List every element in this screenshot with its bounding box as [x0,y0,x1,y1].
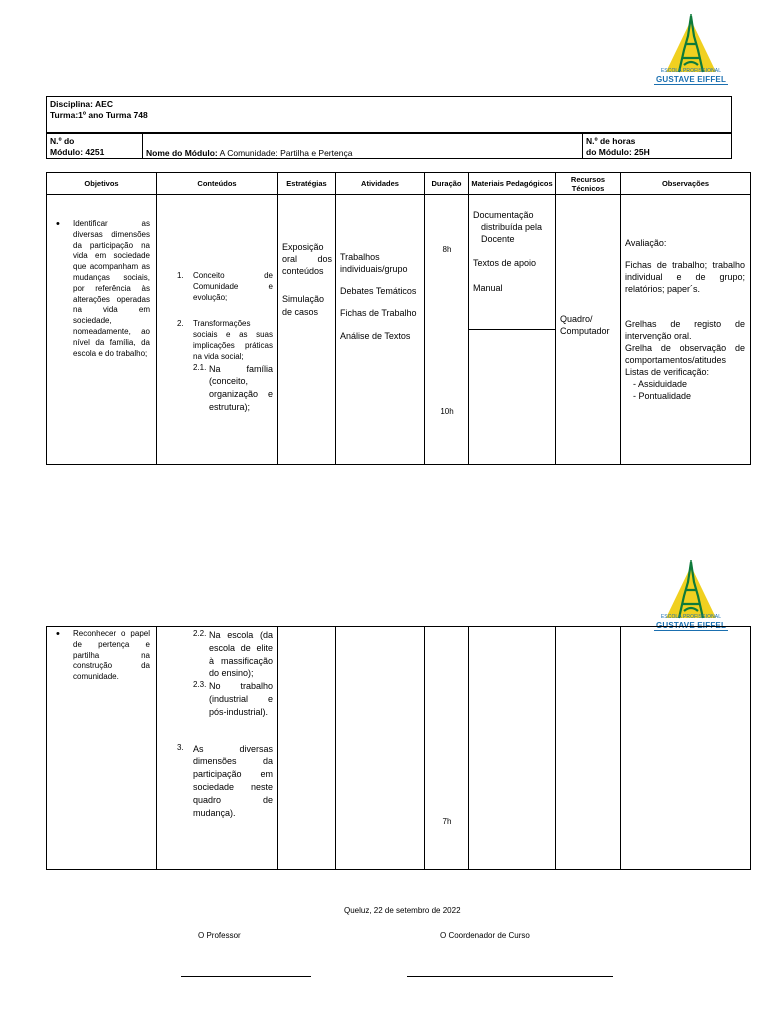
col-duracao: Duração [425,173,469,195]
school-logo [654,14,728,86]
table-row [47,627,751,870]
module-number [50,136,104,158]
module-divider-2 [582,134,583,158]
conteudo-item-1 [177,271,273,303]
atividade-item: Análise de Textos [340,330,411,341]
col-recursos: Recursos Técnicos [556,173,621,195]
conteudo-item-2 [177,319,273,362]
material-item: Textos de apoio [473,258,537,269]
conteudos-cell [157,627,278,870]
atividade-item: Trabalhos individuais/grupo [340,252,408,275]
conteudo-number: 2.1. [193,362,207,372]
duracao-value: 8h [442,245,452,254]
objetivo-cell [47,195,157,465]
conteudo-text: No trabalho (industrial e pós-industrial). [209,681,273,717]
duracao-cell [425,195,469,465]
planning-table [46,172,751,465]
atividade-item: Fichas de Trabalho [340,308,417,319]
conteudo-text: Na família (conceito, organização e estrutura); [209,363,273,412]
materiais-cell [469,627,556,870]
duracao-value: 7h [442,817,452,826]
recursos-cell [556,195,621,465]
duracao-cell [425,627,469,870]
obs-listas: Listas de verificação: [625,367,710,378]
objetivo-list [47,219,150,359]
conteudo-text: Transformações sociais e as suas implicações práticas na vida social; [193,319,273,361]
obs-grelhas: Grelhas de registo de intervenção oral. [625,318,745,341]
planning-table-continued [46,626,751,870]
col-conteudos: Conteúdos [157,173,278,195]
col-atividades: Atividades [336,173,425,195]
school-logo [654,560,728,632]
table-row [47,195,751,465]
coordenador-signature-line [407,976,613,977]
discipline-label: Disciplina: AEC [50,99,113,109]
obs-fichas: Fichas de trabalho; trabalho individual e de grupo; relatórios; paper´s. [625,260,745,295]
col-objetivos: Objetivos [47,173,157,195]
logo-small-text: ESCOLA PROFISSIONAL [660,614,722,620]
conteudo-item-3 [177,743,273,820]
material-item: Documentação distribuída pela Docente [473,210,543,245]
turma-label: Turma:1º ano Turma 748 [50,110,148,121]
module-info-row [46,133,732,159]
objetivo-cell [47,627,157,870]
module-hours-label: N.º de horas [586,136,636,146]
conteudo-subitem-2-2 [193,629,273,680]
objetivo-list [47,629,150,683]
recursos-text: Quadro/ Computador [560,314,610,337]
conteudos-cell [157,195,278,465]
conteudo-subitem-2-1 [177,363,273,414]
materiais-cell [469,195,556,465]
place-date: Queluz, 22 de setembro de 2022 [344,906,461,915]
coordenador-label: O Coordenador de Curso [440,931,530,940]
materiais-block [473,209,553,294]
header-discipline-box [46,96,732,133]
conteudo-number: 1. [177,271,184,280]
logo-small-text: ESCOLA PROFISSIONAL [660,68,722,74]
materiais-divider [469,329,555,330]
professor-label: O Professor [198,931,241,940]
table-header-row [47,173,751,195]
eiffel-tower-icon [654,14,728,74]
module-hours [586,136,650,158]
objetivo-item: • Identificar as diversas dimensões da participação na vida em sociedade que acompanham as mudanças sociais, por referência às alterações operadas na vida em sociedade, nomeadamente, ao nível da família, da escola e do trabalho; [47,219,150,359]
eiffel-tower-icon [654,560,728,620]
module-divider-1 [142,134,143,158]
obs-grelha-observacao: Grelha de observação de comportamentos/atitudes [625,342,745,365]
estrategias-cell [278,627,336,870]
col-materiais: Materiais Pedagógicos [469,173,556,195]
conteudo-number: 2. [177,319,184,329]
estrategia-item: Simulação de casos [282,294,325,317]
professor-signature-line [181,976,311,977]
logo-big-text: GUSTAVE EIFFEL [655,75,727,84]
observacoes-cell [621,195,751,465]
obs-item: - Pontualidade [633,391,692,402]
module-name-value: A Comunidade: Partilha e Pertença [217,148,353,158]
material-item: Manual [473,282,503,293]
estrategias-cell [278,195,336,465]
atividades-cell [336,195,425,465]
atividade-item: Debates Temáticos [340,286,417,297]
module-number-value: Módulo: 4251 [50,147,105,158]
obs-item: - Assiduidade [633,379,688,390]
objetivo-item: • Reconhecer o papel de pertença e partilha na construção da comunidade. [47,629,150,683]
conteudo-text: Na escola (da escola de elite à massificação do ensino); [209,630,273,679]
module-hours-value: do Módulo: 25H [586,147,650,158]
conteudo-text: Conceito de Comunidade e evolução; [193,271,273,302]
col-estrategias: Estratégias [278,173,336,195]
conteudo-number: 2.3. [193,680,207,690]
conteudo-text: As diversas dimensões da participação em sociedade neste quadro de mudança). [193,743,273,818]
observacoes-cell [621,627,751,870]
conteudo-number: 2.2. [193,629,207,638]
conteudo-number: 3. [177,742,184,752]
estrategia-item: Exposição oral dos conteúdos [282,242,332,277]
module-name-label: Nome do Módulo: [146,148,218,158]
recursos-cell [556,627,621,870]
atividades-cell [336,627,425,870]
conteudo-subitem-2-3 [193,680,273,718]
module-number-label: N.º do [50,136,75,146]
col-observacoes: Observações [621,173,751,195]
module-name [146,148,352,159]
obs-avaliacao: Avaliação: [625,238,667,248]
logo-big-text: GUSTAVE EIFFEL [655,621,727,630]
duracao-value: 10h [440,407,454,416]
